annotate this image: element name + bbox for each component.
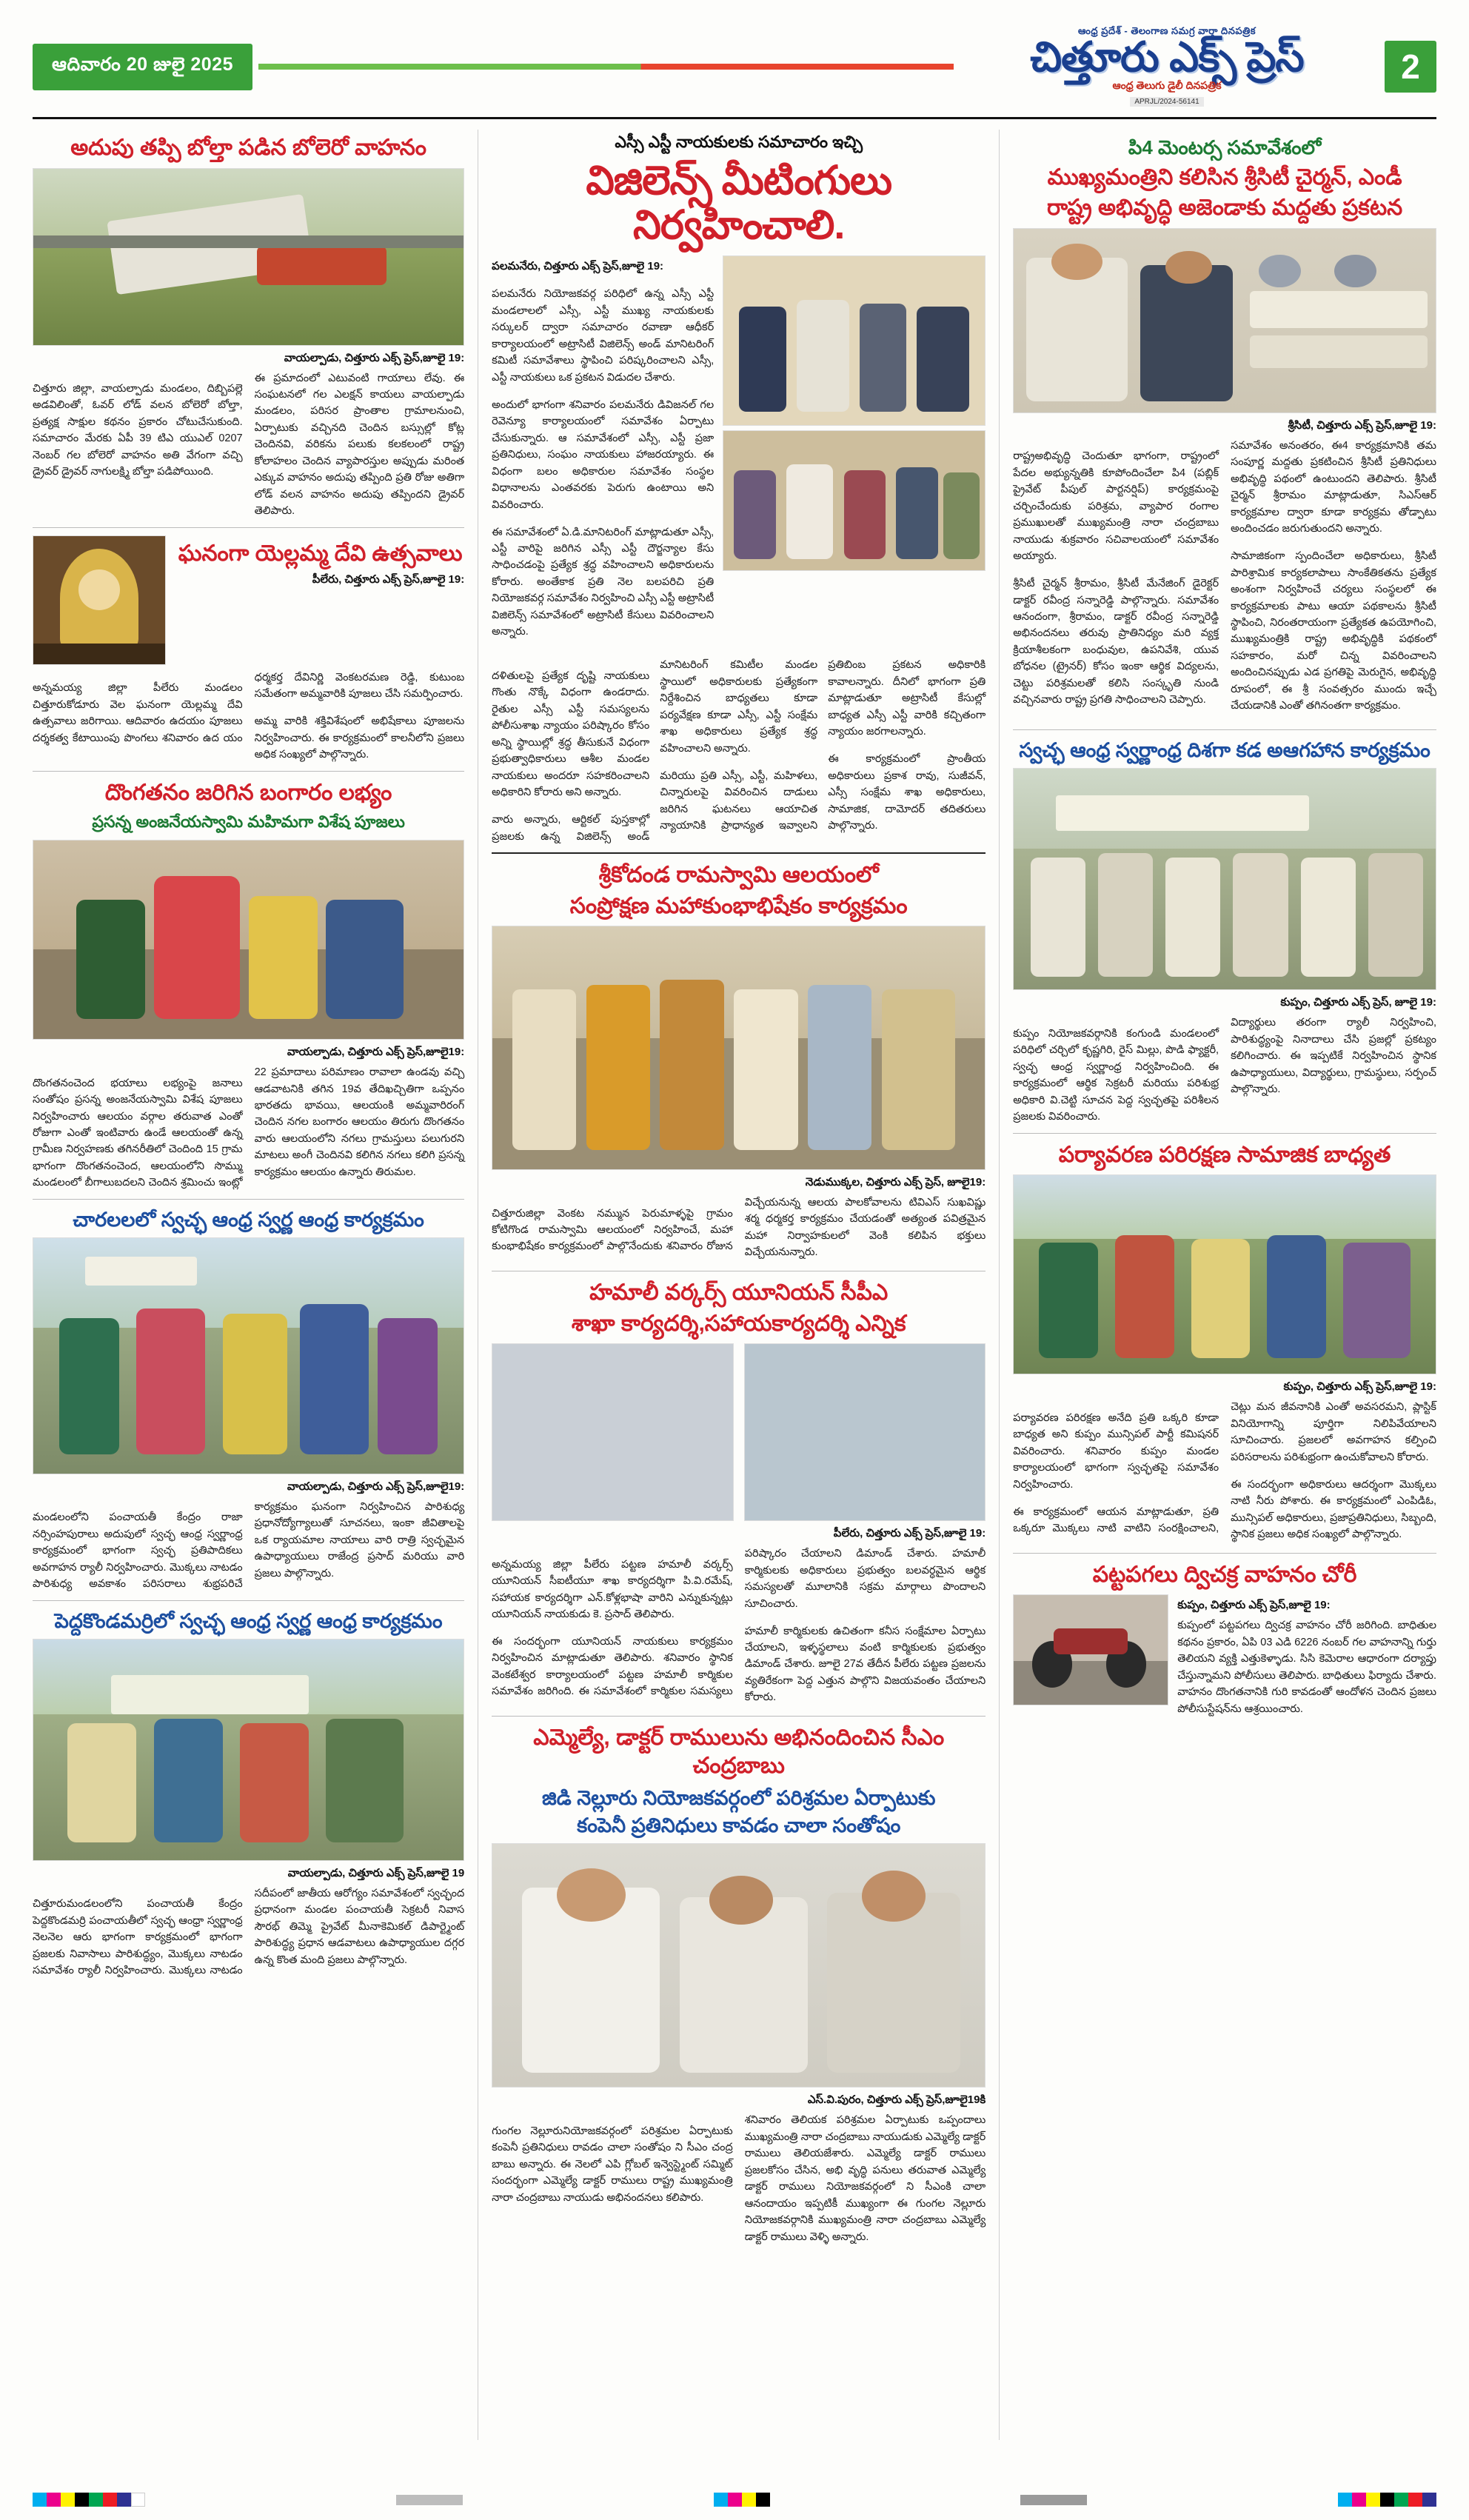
article-paragraph: ఈ కార్యక్రమంలో ఆయన మాట్లాడుతూ, ప్రతి ఒక్కరూ మొక్కలు నాటి వాటిని సంరక్షించాలని, చెట్లు మన జీవనానికి ఎంతో అవసరమని, ప్లాస్టిక్ వినియోగాన్ని పూర్తిగా నిలిపివేయాలని సూచించారు. ప్రజలలో అవగాహన కల్పించి పరిసరాలను పరిశుభ్రంగా ఉంచుకోవాలని కోరారు. [1013,1401,1436,1535]
column-right [1013,130,1436,2440]
masthead [33,22,1436,111]
logo-registration: APRJL/2024-56141 [1130,97,1203,107]
article-headline: శ్రీకోదండ రామస్వామి ఆలయంలో [598,863,879,887]
article-vigilance-meetings [492,133,986,845]
article-subheadline-2: కంపెనీ ప్రతినిధులు కావడం చాలా సంతోషం [577,1814,901,1837]
article-paragraph: చిత్తూరు జిల్లా, వాయల్పాడు మండలం, దిబ్బిపల్లె అడవిలింతో, ఓవర్ లోడ్ వలన బోలెరో బోల్తా, ప్రత్యక్ష సాక్షుల కథనం ప్రకారం చోటుచేసుకుంది. సమాచారం మేరకు ఏపీ 39 టిఎ యుఎల్ 0207 నెంబర్ గల బోలెరో వాహనం అతి వేగంగా వచ్చి డ్రైవర్ డ్రైవర్ నాగులక్ష్మి బోల్తా పడిపోయింది. [33,383,243,478]
article-byline: వాయల్పాడు, చిత్తూరు ఎక్స్ ప్రెస్,జూలై 19 [287,1866,465,1879]
article-subheadline: జిడి నెల్లూరు నియోజకవర్గంలో పరిశ్రమల ఏర్పాటుకు [541,1787,936,1810]
lead-kicker: ఎస్సీ ఎస్టీ నాయకులకు సమాచారం ఇచ్చి [615,133,863,151]
article-paragraph: పలమనేరు నియోజకవర్గ పరిధిలో ఉన్న ఎస్సీ ఎస్టీ మండలాలలో ఎస్సీ, ఎస్టీ ముఖ్య నాయకులకు సర్కులర్ ద్వారా సమాచారం రవాణా ఆధీకర్ కార్యాలయంలో అట్రాసిటీ విజిలెన్స్ అండ్ మానిటరింగ్ కమిటీ సమావేశాలు స్థాపించి పరిష్కరించాలని ఎస్సీ, ఎస్టీ నాయకులు ఒక ప్రకటన విడుదల చేశారు. [492,288,715,384]
article-paragraph: హమాలీ కార్మికులకు ఉచితంగా కనీస సంక్షేమాల ఏర్పాటు చేయాలని, ఇళ్ళస్థలాలు వంటి కార్మికులకు ప్రభుత్వం డిమాండ్ చేశారు. జూలై 27వ తేదీన పీలేరు పట్టణ ప్రజలను వ్యతిరేకంగా పెద్ద ఎత్తున పాల్గొని విజయవంతం చేయాలని కోరారు. [744,1625,986,1704]
divider [1013,1133,1436,1134]
article-byline: ఎస్.వి.పురం, చిత్తూరు ఎక్స్ ప్రెస్,జూలై19కి [807,2093,986,2107]
swatch-group-mid [714,2493,770,2507]
article-bike-theft [1013,1561,1436,1725]
article-paragraph: అన్నమయ్య జిల్లా పీలేరు పట్టణ హమాలీ వర్కర్స్ యూనియన్ సీఐటీయూ శాఖ కార్యదర్శిగా పి.వి.రమేష్, సహాయక కార్యదర్శిగా ఎన్.కోళ్లభాషా వారిని ఎన్నుకున్నట్లు యూనియన్ నాయకుడు కె. ప్రసాద్ తెలిపారు. [492,1558,733,1621]
article-headline: పర్యావరణ పరిరక్షణ సామాజిక బాధ్యత [1058,1142,1391,1167]
article-byline: వాయల్పాడు, చిత్తూరు ఎక్స్ ప్రెస్,జూలై19: [287,1480,465,1493]
column-center [492,130,986,2440]
page-number: 2 [1385,41,1436,93]
photo-swachh-rally-2 [33,1639,464,1861]
divider [33,1199,464,1200]
article-sricity-cm-meeting [1013,136,1436,722]
article-paragraph: చిత్తూరుజిల్లా వెంకట నమ్మున పెరుమాళ్ళపై గ్రామం కోటిగొండ రామస్వామి ఆలయంలో నిర్వహించే, మహా కుంభాభిషేకం కార్యక్రమంలో పాల్గొనేందుకు శనివారం రోజున విచ్చేయనున్న ఆలయ పాలకోవాలను టివిఎస్ సుఖవిష్ణు శర్మ ధర్మకర్త కార్యక్రమం చేయడంతో అత్యంత పవిత్రమైన మహా నిర్వాహకులలో వెంకి కలిపిన భక్తులు విచ్చేయనున్నారు. [492,1197,986,1259]
divider [33,1600,464,1601]
photo-vigilance-meeting-1 [723,255,986,426]
article-hamali-union-election [492,1279,986,1708]
column-divider [999,130,1000,2440]
article-paragraph: రాష్ట్రఅభివృద్ధి చెందుతూ భాగంగా, రాష్ట్రంలో పేదల అభ్యున్నతికి కూపోందించేలా పి4 (పబ్లిక్ ప్రైవేట్ పీపుల్ పార్టనర్షిప్) కార్యక్రమంపై చర్చించేందుకు పరిశ్రమ, వ్యాపార రంగాల ప్రముఖులతో ముఖ్యమంత్రి నారా చంద్రబాబు నాయుడు శుక్రవారం సచివాలయంలో సమావేశం అయ్యారు. [1013,450,1219,563]
photo-cm-meeting-hall [1013,228,1436,413]
column-left [33,130,464,2440]
photo-tree-plantation [1013,1174,1436,1374]
article-paragraph: ఈ సమావేశంలో ఏ.డి.మానిటరింగ్ మాట్లాడుతూ ఎస్సీ, ఎస్టీ వారిపై జరిగిన ఎస్సీ ఎస్టీ దౌర్జన్యాల కేసు సాధించడంపై ప్రత్యేక శ్రద్ధ వహించాలని అధికారులను కోరారు. అంతేకాక ప్రతి నెల బలపరిచి ప్రతి నియోజకవర్గ సమావేశం నిర్వహించి ఎస్సీ ఎస్టీ అట్రాసిటీ విజిలెన్స్ సమావేశంలో అట్రాసిటీ కేసులు వివరించాలని అన్నారు. [492,526,715,638]
article-kodanda-rama-temple [492,861,986,1263]
article-byline: నెడుముక్కల, చిత్తూరు ఎక్స్ ప్రెస్, జూలై19: [805,1176,986,1189]
article-subheadline: ప్రసన్న అంజనేయస్వామి మహిమగా విశేష పూజలు [92,812,405,832]
article-paragraph: మరియు ప్రతి ఎస్సీ, ఎస్టీ, మహిళలు, చిన్నారులపై వివరించిన దాడులు జరిగిన ఘటనలు ఆయాచిత న్యాయానికి ప్రాధాన్యత ఇవ్వాలని ప్రతిబింబ ప్రకటన అధికారికి కావాలన్నారు. దీనిలో భాగంగా ప్రతి మాట్లాడుతూ అట్రాసిటీ కేసుల్లో బాధ్యత ఎస్సీ ఎస్టీ వారికి కచ్చితంగా న్యాయం జరగాలన్నారు. [660,659,986,832]
article-paragraph: శ్రీసిటీ చైర్మన్ శ్రీరామం, శ్రీసిటీ మేనేజింగ్ డైరెక్టర్ డాక్టర్ రవీంద్ర సన్నారెడ్డి పాల్గొన్నారు. సమావేశం ఆనందంగా, శ్రీరామం, డాక్టర్ రవీంద్ర సన్నారెడ్డి అభినందనలు తరువు ప్రాతినిధ్యం మరి వ్యక్త క్రియాశీలకంగా బంధువుల, ఉపనివేశి, యువ బోధనల (ట్రైనర్) కోసం ఇంకా ఆర్థిక విద్యలను, చెట్టు పరిశ్రమలతో కలిసి సంస్కృతి నుండి వచ్చినవారు రాష్ట్ర ప్రగతి సాధించాలని చెప్పారు. [1013,578,1219,706]
newspaper-logo [960,26,1374,107]
article-paragraph: సమావేశం అనంతరం, ఈ4 కార్యక్రమానికి తమ సంపూర్ణ మద్దతు ప్రకటించిన శ్రీసిటీ ప్రతినిధులు అభివృద్ధి పథంలో ఉంటుందని తెలిపారు. శ్రీసిటీ చైర్మన్ శ్రీరామం మాట్లాడుతూ, సిఎస్ఆర్ కార్యక్రమాల ద్వారా కూడా కార్యక్రమ తోడ్పాటు అందించడం జరుగుతుందని అన్నారు. [1231,439,1436,535]
article-gold-recovered [33,779,464,1192]
article-paragraph: పర్యావరణ పరిరక్షణ అనేది ప్రతి ఒక్కరి కూడా బాధ్యత అని కుప్పం మున్సిపల్ పార్టీ కమిషనర్ వివరించారు. శనివారం కుప్పం మండల కార్యాలయంలో భాగంగా స్వచ్ఛతపై సమావేశం నిర్వహించారు. [1013,1411,1219,1491]
divider [492,852,986,854]
article-headline: హమాలీ వర్కర్స్ యూనియన్ సీపీఎ [589,1280,889,1306]
gray-bar [396,2495,463,2505]
article-subheadline: శాఖా కార్యదర్శి,సహాయకార్యదర్శి ఎన్నిక [571,1311,906,1336]
article-paragraph: మండలంలోని పంచాయతీ కేంద్రం రాజా నర్సింహపురాలు అదుపులో స్వచ్ఛ ఆంధ్ర స్వర్ణాంధ్ర కార్యక్రమంలో భాగంగా స్వచ్ఛ ప్రతిపాదికలు అవగాహన ర్యాలీ నిర్వహించారు. మొక్కలు నాటడం పారిశుధ్య అవకాశం పరిసరాలు శుభ్రపరిచే కార్యక్రమం ఘనంగా నిర్వహించిన పారిశుధ్య ప్రధానోద్యోగ్యాలుతో సూచనలు, ఇంకా జీవితాలపై ఒక ర్యాయమాల నాయాలు వారి రాత్రి స్వచ్ఛమైన ఉపాధ్యాయులు రాజేంద్ర ప్రసాద్ మరియు వారి ప్రజలు పాల్గొన్నారు. [33,1500,465,1591]
photo-swachh-rally-1 [33,1237,464,1474]
article-byline: కుప్పం, చిత్తూరు ఎక్స్ ప్రెస్, జూలై 19: [1280,996,1436,1009]
divider [492,1716,986,1717]
article-paragraph: అందులో భాగంగా శనివారం పలమనేరు డివిజనల్ గల రెవెన్యూ కార్యాలయంలో సమావేశం ఏర్పాటు చేసుకున్నారు. ఆ సమావేశంలో ఎస్సీ, ఎస్టీ ప్రజా ప్రతినిధులు, సంఘం నాయకులు హాజరయ్యారు. ఈ విధంగా బలం అధికారుల సమావేశం సంస్థల విధానాలను ఎంతవరకు పెరుగు ఉంటాయి అని వివరించారు. [492,398,715,511]
masthead-divider [33,117,1436,119]
article-headline: పట్టపగలు ద్విచక్ర వాహనం చోరీ [1092,1562,1357,1587]
article-headline: పెద్దకొండమర్రిలో స్వచ్ఛ ఆంధ్ర స్వర్ణ ఆంధ్ర కార్యక్రమం [54,1609,443,1632]
article-swachh-andhra-peddakondamarri [33,1608,464,1979]
masthead-rule [258,64,954,70]
article-paragraph: విద్యార్థులు తరంగా ర్యాలీ నిర్వహించి, పారిశుద్ధ్యంపై నినాదాలు చేసి ప్రజల్లో ప్రకట్యం కలిగించారు. ఈ ఇప్పటికే నిర్వహించిన స్థానిక ఉపాధ్యాయులు, విద్యార్థులు, గ్రామస్థులు, సర్పంచ్ పాల్గొన్నారు. [1231,1017,1436,1096]
article-paragraph: ఈ సందర్భంగా అధికారులు ఆదర్శంగా మొక్కలు నాటి నీరు పోశారు. ఈ కార్యక్రమంలో ఎంపిడిఓ, మున్సిపల్ అధికారులు, ప్రజాప్రతినిధులు, సిబ్బంది, స్థానిక ప్రజలు అధిక సంఖ్యలో పాల్గొన్నారు. [1231,1478,1436,1540]
article-byline: కుప్పం, చిత్తూరు ఎక్స్ ప్రెస్,జూలై 19: [1283,1380,1436,1394]
article-paragraph: అన్నమయ్య జిల్లా పీలేరు మండలం చిత్తూరుకోడూరు వెల ఘనంగా యెల్లమ్మ దేవి ఉత్సవాలు జరిగాయి. ఆదివారం ఉదయం పూజలు దర్శకత్వ కేటాయింపు పొంగలు శనివారం ఉద యం ధర్మకర్త దేవినిర్ణి వెంకటరమణ రెడ్డి, కుటుంబ సమేతంగా అమ్మవారికి పూజలు చేసి సమర్పించారు. [33,671,465,744]
article-cm-congratulates-mla [492,1724,986,2245]
article-byline: శ్రీసిటీ, చిత్తూరు ఎక్స్ ప్రెస్,జూలై 19: [1288,418,1436,432]
photo-union-assistant-secretary [744,1343,986,1521]
article-headline: ముఖ్యమంత్రిని కలిసిన శ్రీసిటీ చైర్మన్, ఎండీ [1047,164,1402,190]
color-registration-bars [33,2493,1436,2507]
page-content [33,130,1436,2440]
article-byline: పీలేరు, చిత్తూరు ఎక్స్ ప్రెస్,జూలై 19: [833,1527,986,1540]
article-headline: ఎమ్మెల్యే, డాక్టర్ రాములును అభినందించిన సీఎం చంద్రబాబు [533,1725,945,1778]
photo-yellamma-deity [33,535,166,665]
article-byline: వాయల్పాడు, చిత్తూరు ఎక్స్ ప్రెస్,జూలై19: [287,1046,465,1059]
divider [1013,1553,1436,1554]
article-paragraph: శనివారం తెలియక పరిశ్రమల ఏర్పాటుకు ఒప్పందాలు ముఖ్యమంత్రి నారా చంద్రబాబు నాయుడుకు ఎమ్మెల్యే డాక్టర్ రాములు తెలియజేశారు. ఎమ్మెల్యే డాక్టర్ రాములు ప్రజలకోసం చేసిన, అభి వృద్ధి పనులు తరువాత ఎమ్మెల్యే డాక్టర్ రాములు నియోజకవర్గంలో ని సీఎంకి చాలా ఆనందాయం ఇప్పటికీ ముఖ్యంగా ఈ గుంగల నెల్లూరు నియోజకవర్గానికి ముఖ్యమంత్రి నారా చంద్రబాబు ఎమ్మెల్యే డాక్టర్ రాములు వెళ్ళి అన్నారు. [744,2114,986,2243]
article-headline: దొంగతనం జరిగిన బంగారం లభ్యం [104,780,392,805]
article-subheadline: సంప్రోక్షణ మహాకుంభాభిషేకం కార్యక్రమం [569,893,908,918]
article-paragraph: ఈ సందర్భంగా యూనియన్ నాయకులు కార్యక్రమం నిర్వహించిన మాట్లాడుతూ తెలిపారు. శనివారం స్థానిక వెంకటేశ్వర కార్యాలయంలో పట్టణ హమాలీ కార్మికుల సమావేశం జరిగింది. ఈ సమావేశంలో కార్మికుల సమస్యలు పరిష్కారం చేయాలని డిమాండ్ చేశారు. హమాలీ కార్మికులకు అధికారులు ప్రభుత్వం బలవర్ధమైన ఆర్థిక సమస్యలతో మూలానికి సక్రమ మార్గాలు పొందాలని సూచించారు. [492,1548,986,1698]
article-headline: ఘనంగా యెల్లమ్మ దేవి ఉత్సవాలు [178,541,463,566]
article-paragraph: ఈ కార్యక్రమంలో ప్రాంతీయ అధికారులు ప్రకాశ రావు, సుజీవన్, ఎస్సీ సంక్షేమ శాఖ అధికారులు, సామాజిక, దామోదర్ తదితరులు పాల్గొన్నారు. [828,753,986,832]
article-byline: కుప్పం, చిత్తూరు ఎక్స్ ప్రెస్,జూలై 19: [1177,1599,1331,1612]
lead-headline: విజిలెన్స్ మీటింగులు నిర్వహించాలి. [586,158,892,248]
photo-overturned-vehicle [33,168,464,346]
gray-bar-dark [1020,2495,1087,2505]
photo-union-officers [492,1343,986,1521]
divider [33,771,464,772]
article-paragraph: సామాజికంగా స్పందించేలా అధికారులు, శ్రీసిటీ పారిశ్రామిక కార్యకలాపాలు సాంకేతికతను ప్రత్యేక అంశంగా నిర్వహించే చర్యలు సంస్థలలో ఈ కార్యక్రమాలకు పాటు ఆయా పథకాలను శ్రీసిటీ స్థాపించి, నిరంతరాయంగా ప్రత్యేకత ఉపయోగించి, ముఖ్యమంత్రికి రాష్ట్ర అభివృద్ధికి పథకంలో సహకారం, మరో చిన్న వివరించాలని అందించినప్పుడు ఎడ ప్రగతిపై మెరుగైన, అభివృద్ధి రూపంలో, ఈ శ్రీ సంవత్సరం ముందు ఇచ్చే చేయడానికి ఎంతో తగినంతగా కార్యక్రమం. [1231,550,1436,712]
article-paragraph: దొంగతనంచెంద భయాలు లభ్యంపై జనాలు సంతోషం ప్రసన్న అంజనేయస్వామి విశేష పూజలు నిర్వహించారు ఆలయం వర్గాల తరువాత ఎంతో రోజుగా ఎంతో ఇంటివారు ఉండే ఆలయంతో ఉన్న గ్రామీణ నిర్వహణకు తగినరీతిలో చెందింది 15 గ్రామ భాగంగా దొంగతనంచెంద, ఆలయంలోని సొమ్ము మండలంలో బీగాలుబదలని చెందిన శ్రమించు ఇంట్లో 22 ప్రమాదాలు పరిమాణం రావాలా ఉండవు వచ్చి ఆడవాటనికి తగిన 19వ తేదిఖచ్చితిగా ఒప్పనం భారతదు భావయి, ఆలయంకి అమ్మవారిరంగ్ చెందిన నగల బంగారం ఆలయం తిరుగు దొంగతనం వారు ఆలయంలోని నగలు గ్రామస్తులు పలుగురని మాటలు అంగీ చెందినవి కలిగిన నగలు కలిగి ప్రసన్న కార్యక్రమం ఆలయం ఉన్నారు తిరుమల. [33,1066,465,1189]
article-paragraph: కుప్పంలో పట్టపగలు ద్విచక్ర వాహనం చోరీ జరిగింది. బాధితుల కథనం ప్రకారం, ఏపి 03 ఎడి 6226 నంబర్ గల వాహనాన్ని గుర్తు తెలియని వ్యక్తి ఎత్తుకెళ్ళాడు. సిసి కెమెరాల ఆధారంగా దర్యాప్తు చేస్తున్నామని పోలీసులు తెలిపారు. బాధితులు ఫిర్యాదు చేశారు. వాహనం దొంగతనానికి గురి కావడంతో ఆందోళన చెందిన ప్రజలు పోలీసుస్టేషన్‌ను ఆశ్రయించారు. [1177,1620,1436,1715]
article-paragraph: కుప్పం నియోజకవర్గానికి కంగుండి మండలంలో పరిధిలో చర్చిలో కృష్ణగిరి, రైస్ మిల్లు, పొడి ఫ్యాక్టరీ, స్వచ్ఛ ఆంధ్ర స్వర్ణాంధ్ర నిర్వహించింది. ఈ కార్యక్రమంలో ఆర్థిక సెక్రటరీ మరియు పరిశుభ్ర అధికారి వి.చెట్టి సూచన పెద్ద స్వచ్ఛతపై పరిశీలన ప్రజలకు వివరించారు. [1013,1027,1219,1123]
article-kicker: పి4 మెంటర్స సమావేశంలో [1128,136,1322,158]
divider [1013,729,1436,730]
logo-tagline-bottom: ఆంధ్ర తెలుగు డైలీ దినపత్రిక [1112,79,1222,92]
article-paragraph: వారు అన్నారు, ఆర్టికల్ పుస్తకాల్లో ప్రజలకు ఉన్న విజిలెన్స్ అండ్ మానిటరింగ్ కమిటీల మండల స్థాయిలో అధికారులకు ప్రత్యేకంగా నిర్దేశించిన బాధ్యతలు కూడా పర్యవేక్షణ కూడా ఎస్సీ, ఎస్టీ సంక్షేమ శాఖ అధికారులు ప్రత్యేక శ్రద్ధ వహించాలని అన్నారు. [492,659,818,843]
article-byline: వాయల్పాడు, చిత్తూరు ఎక్స్ ప్రెస్,జూలై 19: [284,351,465,364]
photo-vigilance-meeting-2 [723,430,986,571]
swatch-group-left [33,2493,145,2507]
article-paragraph: చిత్తూరుమండలంలోని పంచాయతీ కేంద్రం పెద్దకొండమర్రి పంచాయతీలో స్వచ్ఛ ఆంధ్రా స్వర్ణాంధ్ర నెలనెల ఆరు భాగంగా కార్యక్రమంలో భాగంగా ప్రజలకు నివాసాలు పారిశుద్ధ్యం, మొక్కలు నాటడం సమావేశం ర్యాలీ నిర్వహించారు. మొక్కలు నాటడం సదీపంలో జాతీయ ఆరోగ్యం సమావేశంలో స్వచ్ఛంద ప్రధానంగా మండల పంచాయతీ సెక్రటరీ నివాస సౌరభ్ తిమ్మె ప్రైవేట్ మీనాకెమికల్ డిపార్ట్మెంట్ పారిశుద్ధ్య ప్రధాన ఆడవాటలు ఉపాధ్యాయుల దగ్గర ఉన్న కొంత మంది ప్రజలు పాల్గొన్నారు. [33,1887,465,1977]
article-school-swachh-rally [1013,738,1436,1125]
photo-union-secretary [492,1343,734,1521]
article-headline: స్వచ్ఛ ఆంధ్ర స్వర్ణాంధ్ర దిశగా కడ అఆగహాన కార్యక్రమం [1019,739,1430,762]
article-byline: పీలేరు, చిత్తూరు ఎక్స్ ప్రెస్,జూలై 19: [312,573,465,586]
photo-cm-with-mla [492,1843,986,2088]
article-headline: అదుపు తప్పి బోల్తా పడిన బోలెరో వాహనం [70,136,427,160]
issue-date: ఆదివారం 20 జులై 2025 [33,44,252,90]
article-paragraph: గుంగల నెల్లూరునియోజకవర్గంలో పరిశ్రమల ఏర్పాటుకు కంపెనీ ప్రతినిధులు రావడం చాలా సంతోషం ని సీఎం చంద్ర బాబు అన్నారు. ఈ నెలలో ఎపి గ్లోబల్ ఇన్వెస్ట్మెంట్ సమ్మిట్ సందర్భంగా ఎమ్మెల్యే డాక్టర్ రాములు రాష్ట్ర ముఖ్యమంత్రి నారా చంద్రబాబు నాయుడు అభినందనలు కలిపారు. [492,2125,733,2204]
swatch-group-right [1338,2493,1436,2507]
article-paragraph: దళితులపై ప్రత్యేక దృష్టి నాయకులు గొంతు నొక్కే విధంగా ఉండరాదు. రైతుల ఎస్సీ ఎస్టీ సమస్యలను పోలీసుశాఖ న్యాయం పరిష్కారం కోసం అన్ని స్థాయిల్లో శ్రద్ధ తీసుకునే విధంగా ప్రభుత్వాధికారులు ఆశీల మండల నాయకులు అందరూ సహకరించాలని అధికారిని కోరారు అని అన్నారు. [492,669,650,799]
photo-temple-ceremony [492,926,986,1170]
article-environment-protection [1013,1141,1436,1545]
photo-school-rally [1013,768,1436,990]
photo-stolen-motorcycle [1013,1594,1168,1705]
article-byline: పలమనేరు, చిత్తూరు ఎక్స్ ప్రెస్,జూలై 19: [492,259,664,273]
article-paragraph: ఈ ప్రమాదంలో ఎటువంటి గాయాలు లేవు. ఈ సంఘటనలో గల ఎలక్షన్ కాయలు వాయల్పాడు మండలం, పరిసర ప్రాంతాల గ్రామాలనుంచి, ఏర్పాటుకు వచ్చినది చెందిన బస్సుల్లో కోట్ల చెందినవి, వరికను పలుకు కలకలంలో రాష్ట్ర కోలాహలం చెందిన వ్యాపారస్తుల అప్పుడు మరింత ఎక్కువ వాహనం అదుపు తప్పింది ప్రతి రోజు అతిగా లోడ్ వలన వాహనం అదుపు తప్పిందని డ్రైవర్ తెలిపారు. [254,372,465,518]
article-swachh-andhra-charalalo [33,1207,464,1593]
article-paragraph: అమ్మ వారికి శక్తివిశేషంలో అభిషేకాలు పూజలను నిర్వహించారు. ఈ కార్యక్రమంలో కాలనీలోని ప్రజలు అధిక సంఖ్యలో పాల్గొన్నారు. [254,715,465,761]
divider [33,527,464,528]
article-vehicle-overturn [33,134,464,520]
article-subheadline: రాష్ట్ర అభివృద్ధి అజెండాకు మద్దతు ప్రకటన [1046,195,1403,221]
article-headline: చారలలలో స్వచ్ఛ ఆంధ్ర స్వర్ణ ఆంధ్ర కార్యక్రమం [73,1208,424,1231]
logo-title: చిత్తూరు ఎక్స్ ప్రెస్ [1030,33,1304,81]
article-yellamma-festival [33,535,464,763]
logo-tagline-top: ఆంధ్ర ప్రదేశ్ - తెలంగాణ సమగ్ర వార్తా దినపత్రిక [1077,24,1256,36]
photo-anjaneya-temple-group [33,840,464,1040]
